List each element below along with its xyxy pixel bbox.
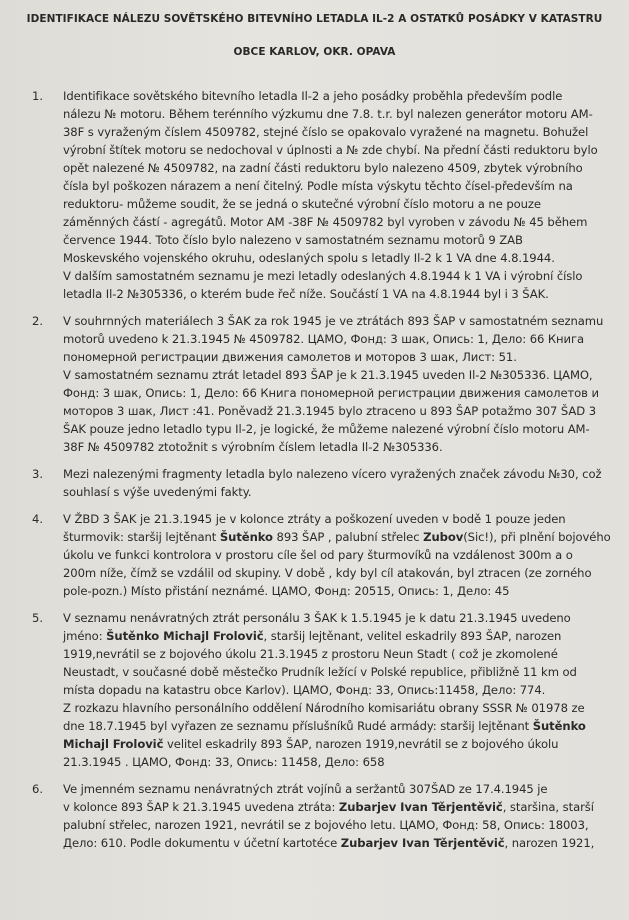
text-line [63,267,609,285]
text-run: letadla Il-2 №305336, o kterém bude řeč níže. Součástí 1 VA na 4.8.1944 byl i 3 ŠAK. [63,287,549,301]
bold-name: Zubarjev Ivan Těrjentěvič [340,836,505,850]
text-run: výrobní štítek motoru se nedochoval v úplnosti a № zde chybí. Na přední části reduktoru bylo [63,143,598,157]
text-line [63,483,609,501]
text-line [63,177,609,195]
text-run: čísla byl poškozen nárazem a není čitelný. Podle místa výskytu těchto čísel-především na [63,179,573,193]
text-run: velitel eskadrily 893 ŠAP, narozen 1919,nevrátil se z bojového úkolu [163,737,559,751]
text-run: souhlasí s výše uvedenými fakty. [63,485,252,499]
item-number: 6. [32,782,44,796]
text-line [63,123,609,141]
text-line [63,348,609,366]
text-line [63,735,609,753]
text-line [63,717,609,735]
text-run: V seznamu nenávratných ztrát personálu 3 ŠAK k 1.5.1945 je k datu 21.3.1945 uvedeno [63,611,571,625]
text-line [63,402,609,420]
text-run: ŠAK pouze jedno letadlo typu Il-2, je logické, že můžeme nalezené výrobní číslo motoru AM- [63,422,590,436]
text-line [63,384,609,402]
text-line [63,141,609,159]
text-line [63,582,609,600]
text-run: července 1944. Toto číslo bylo nalezeno v samostatném seznamu motorů 9 ZAB [63,233,523,247]
list-item [20,609,609,771]
text-run: Дело: 610. Podle dokumentu v účetní kartotéce [63,836,341,850]
text-run: nálezu № motoru. Během terénního výzkumu dne 7.8. t.r. byl nalezen generátor motoru AM- [63,107,593,121]
text-run: (Sic!), při plnění bojového [463,530,611,544]
text-run: motorů uvedeno k 21.3.1945 № 4509782. ЦАМО, Фонд: 3 шак, Опись: 1, Дело: 66 Книга [63,332,585,346]
text-run: 21.3.1945 . ЦАМО, Фонд: 33, Опись: 11458, Дело: 658 [63,755,385,769]
text-line [63,627,609,645]
text-line [63,231,609,249]
text-run: opět nalezené № 4509782, na zadní části reduktoru bylo nalezeno 4509, zbytek výrobního [63,161,583,175]
text-run: V ŽBD 3 ŠAK je 21.3.1945 je v kolonce ztráty a poškození uveden v bodě 1 pouze jeden [63,512,566,526]
text-run: pole-pozn.) Místo přistání neznámé. ЦАМО, Фонд: 20515, Опись: 1, Дело: 45 [63,584,510,598]
text-line [63,285,609,303]
text-line [63,609,609,627]
list-item [20,87,609,303]
text-line [63,798,609,816]
text-line [63,699,609,717]
text-line [63,816,609,834]
item-number: 5. [32,611,44,625]
text-run: моторов 3 шак, Лист :41. Poněvadž 21.3.1945 bylo ztraceno u 893 ŠAP potažmo 307 ŠAD 3 [63,404,596,418]
bold-name: Šutěnko Michajl Frolovič [106,629,264,643]
text-line [63,105,609,123]
text-run: dne 18.7.1945 byl vyřazen ze seznamu příslušníků Rudé armády: staršij lejtěnant [63,719,533,733]
text-run: 1919,nevrátil se z bojového úkolu 21.3.1945 z prostoru Neun Stadt ( což je zkomolené [63,647,558,661]
text-line [63,438,609,456]
text-line [63,663,609,681]
text-run: reduktoru- můžeme soudit, že se jedná o skutečné výrobní číslo motoru a ne pouze [63,197,541,211]
list-item [20,465,609,501]
text-line [63,330,609,348]
text-run: Neustadt, v současné době městečko Prudník ležící v Polské republice, přibližně 11 km od [63,665,577,679]
text-run: palubní střelec, narozen 1921, nevrátil se z bojového letu. ЦАМО, Фонд: 58, Опись: 18003, [63,818,589,832]
text-run: , staršij lejtěnant, velitel eskadrily 893 ŠAP, narozen [263,629,562,643]
text-run: V samostatném seznamu ztrát letadel 893 ŠAP je k 21.3.1945 uveden Il-2 №305336. ЦАМО, [63,368,593,382]
item-number: 4. [32,512,44,526]
item-number: 1. [32,89,44,103]
text-line [63,213,609,231]
text-run: пономерной регистрации движения самолетов и моторов 3 шак, Лист: 51. [63,350,517,364]
bold-name: Zubov [423,530,464,544]
text-run: Mezi nalezenými fragmenty letadla bylo nalezeno vícero vyražených značek závodu №30, což [63,467,602,481]
bold-name: Michajl Frolovič [63,737,164,751]
text-line [63,312,609,330]
text-line [63,465,609,483]
text-line [63,420,609,438]
text-line [63,753,609,771]
text-line [63,834,609,852]
text-line [63,195,609,213]
text-run: Фонд: 3 шак, Опись: 1, Дело: 66 Книга пономерной регистрации движения самолетов и [63,386,599,400]
text-line [63,366,609,384]
text-run: Moskevského vojenského okruhu, odeslaných spolu s letadly Il-2 k 1 VA dne 4.8.1944. [63,251,555,265]
text-line [63,645,609,663]
list-item [20,780,609,852]
document-title-line-1: IDENTIFIKACE NÁLEZU SOVĚTSKÉHO BITEVNÍHO LETADLA IL-2 A OSTATKŮ POSÁDKY V KATASTRU [26,13,603,25]
text-run: , narozen 1921, [504,836,595,850]
text-line [63,780,609,798]
text-line [63,528,609,546]
text-run: v kolonce 893 ŠAP k 21.3.1945 uvedena ztráta: [63,800,339,814]
text-line [63,510,609,528]
document-title-line-2: OBCE KARLOV, OKR. OPAVA [233,46,396,58]
text-line [63,87,609,105]
text-run: 200m níže, čímž se vzdálil od skupiny. V době , kdy byl cíl atakován, byl ztracen (ze zorného [63,566,592,580]
item-number: 3. [32,467,44,481]
text-run: záměnných částí - agregátů. Motor AM -38F № 4509782 byl vyroben v závodu № 45 během [63,215,588,229]
text-run: Identifikace sovětského bitevního letadla Il-2 a jeho posádky proběhla především podle [63,89,563,103]
text-line [63,546,609,564]
text-run: šturmovik: staršij lejtěnant [63,530,220,544]
bold-name: Zubarjev Ivan Těrjentěvič [338,800,503,814]
text-run: místa dopadu na katastru obce Karlov). ЦАМО, Фонд: 33, Опись:11458, Дело: 774. [63,683,546,697]
text-run: 38F s vyraženým číslem 4509782, stejné číslo se opakovalo vyražené na magnetu. Bohužel [63,125,589,139]
text-run: V souhrnných materiálech 3 ŠAK za rok 1945 je ve ztrátách 893 ŠAP v samostatném seznamu [63,314,604,328]
text-run: , staršina, starší [502,800,594,814]
text-line [63,564,609,582]
item-number: 2. [32,314,44,328]
text-run: V dalším samostatném seznamu je mezi letadly odeslaných 4.8.1944 k 1 VA i výrobní číslo [63,269,583,283]
text-run: Ve jmenném seznamu nenávratných ztrát vojínů a seržantů 307ŠAD ze 17.4.1945 je [63,782,548,796]
numbered-list [20,87,609,852]
text-line [63,681,609,699]
text-run: jméno: [63,629,107,643]
bold-name: Šutěnko [219,530,273,544]
text-line [63,159,609,177]
text-line [63,249,609,267]
text-run: 893 ŠAP , palubní střelec [272,530,424,544]
bold-name: Šutěnko [532,719,586,733]
list-item [20,510,609,600]
list-item [20,312,609,456]
text-run: úkolu ve funkci kontrolora v prostoru cíle šel od pary šturmovíků na vzdálenost 300m a o [63,548,573,562]
text-run: 38F № 4509782 ztotožnit s výrobním číslem letadla Il-2 №305336. [63,440,443,454]
text-run: Z rozkazu hlavního personálního oddělení Národního komisariátu obrany SSSR № 01978 ze [63,701,585,715]
